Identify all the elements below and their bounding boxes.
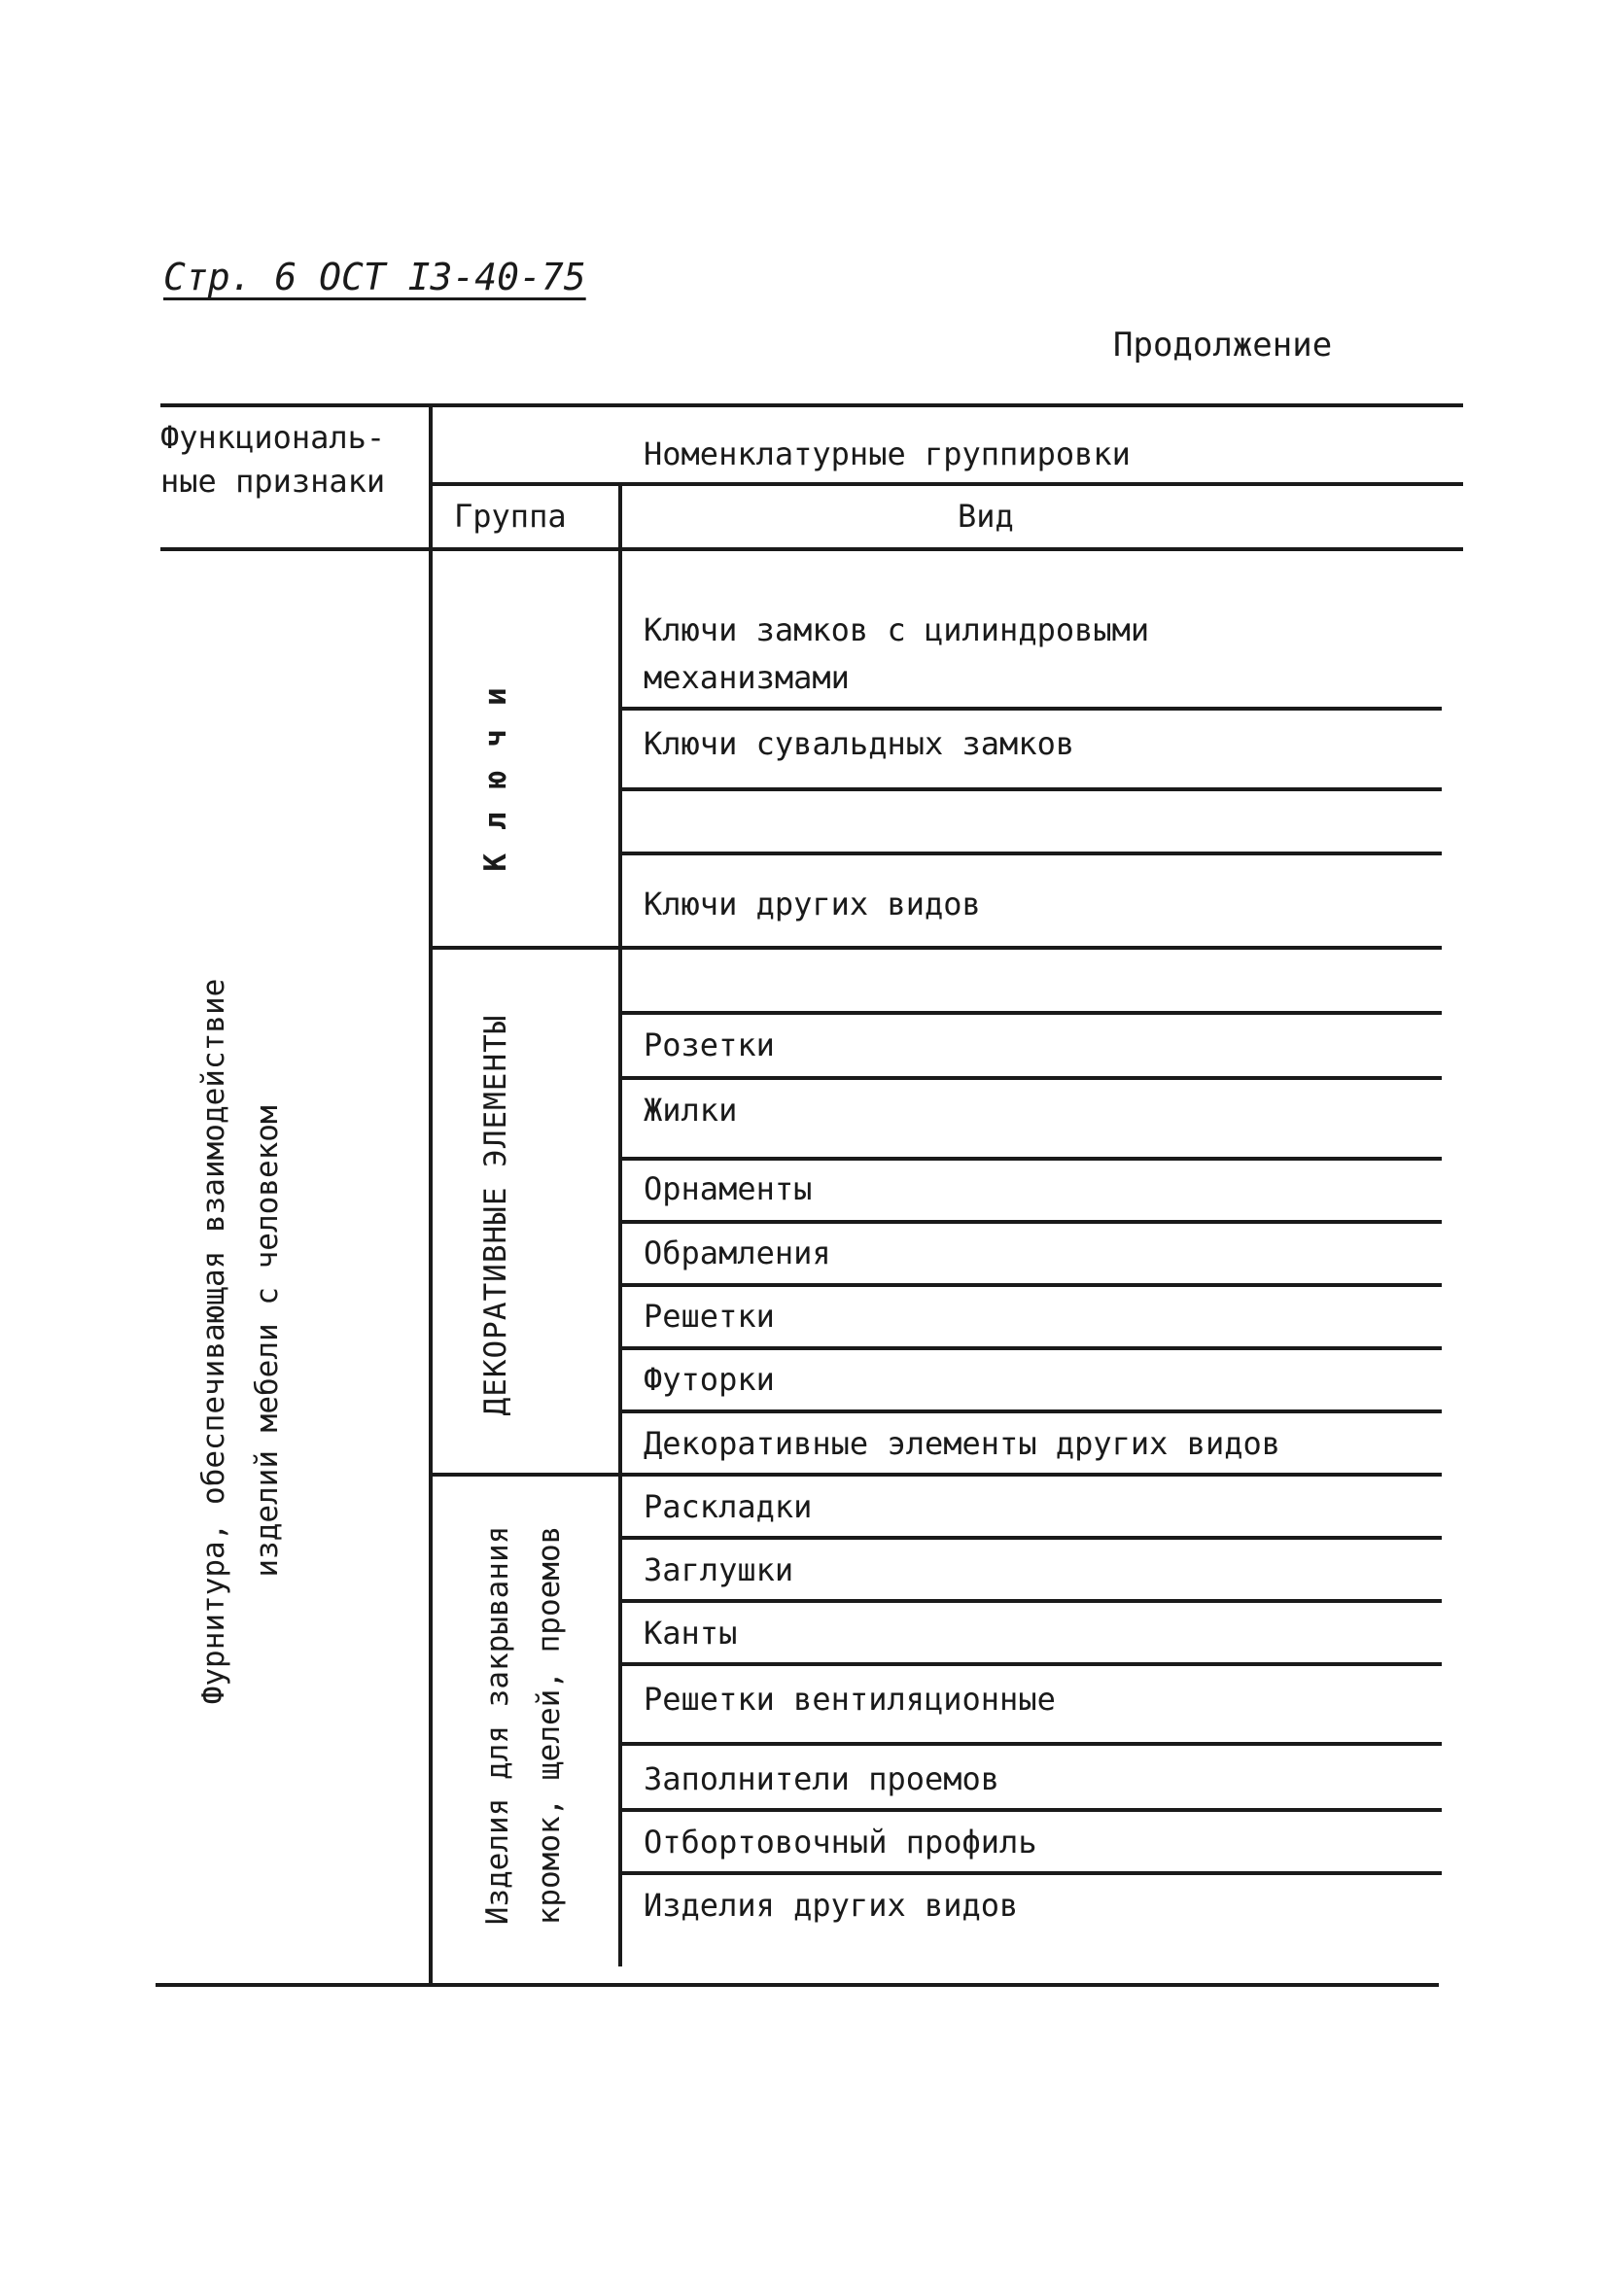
row-rule bbox=[622, 1871, 1442, 1875]
row-rule bbox=[622, 1283, 1442, 1287]
row-rule bbox=[622, 1808, 1442, 1812]
column-rule-group bbox=[618, 484, 622, 1966]
column-rule-functional bbox=[429, 403, 433, 1983]
row-rule bbox=[622, 1742, 1442, 1746]
header-functional-line2: ные признаки bbox=[160, 463, 386, 500]
table-top-rule bbox=[160, 403, 1463, 407]
row-rule bbox=[622, 1011, 1442, 1015]
row-rule bbox=[622, 1409, 1442, 1413]
kind-row: Ключи других видов bbox=[644, 886, 981, 922]
header-bottom-rule bbox=[160, 547, 1463, 551]
header-functional-line1: Функциональ- bbox=[160, 419, 386, 456]
kind-row: Футорки bbox=[644, 1361, 775, 1398]
group-label-decorative: ДЕКОРАТИВНЫЕ ЭЛЕМЕНТЫ bbox=[478, 1014, 513, 1416]
group-label-keys: Ключи bbox=[478, 664, 513, 872]
row-rule bbox=[622, 1076, 1442, 1080]
header-kind: Вид bbox=[958, 498, 1014, 535]
row-rule bbox=[622, 1536, 1442, 1540]
kind-row: Канты bbox=[644, 1615, 738, 1652]
kind-row: Декоративные элементы других видов bbox=[644, 1425, 1281, 1462]
kind-row: Обрамления bbox=[644, 1235, 831, 1271]
kind-row: Заглушки bbox=[644, 1551, 794, 1588]
page-header-title: Стр. 6 ОСТ I3-40-75 bbox=[163, 256, 586, 298]
row-rule bbox=[622, 787, 1442, 791]
row-rule bbox=[622, 1662, 1442, 1666]
functional-label-line1: Фурнитура, обеспечивающая взаимодействие bbox=[196, 978, 231, 1705]
row-rule bbox=[622, 1157, 1442, 1161]
kind-row: Орнаменты bbox=[644, 1170, 813, 1207]
row-rule bbox=[622, 1599, 1442, 1603]
kind-row: Жилки bbox=[644, 1092, 738, 1129]
kind-row: Решетки вентиляционные bbox=[644, 1681, 1056, 1718]
table-bottom-rule bbox=[156, 1983, 1439, 1987]
kind-row: Заполнители проемов bbox=[644, 1760, 1000, 1797]
group-separator-decorative bbox=[431, 1473, 1442, 1477]
row-rule bbox=[622, 1346, 1442, 1350]
group-label-closing-line1: Изделия для закрывания bbox=[480, 1525, 515, 1926]
nomenclature-rule bbox=[431, 482, 1463, 486]
header-nomenclature: Номенклатурные группировки bbox=[644, 435, 1131, 472]
kind-row: механизмами bbox=[644, 659, 850, 696]
kind-row: Отбортовочный профиль bbox=[644, 1824, 1037, 1861]
kind-row: Изделия других видов bbox=[644, 1887, 1019, 1924]
group-label-closing-line2: кромок, щелей, проемов bbox=[532, 1525, 567, 1926]
kind-row: Раскладки bbox=[644, 1488, 813, 1525]
kind-row: Решетки bbox=[644, 1298, 775, 1335]
continuation-label: Продолжение bbox=[1113, 326, 1333, 365]
kind-row: Розетки bbox=[644, 1026, 775, 1063]
functional-label-line2: изделий мебели с человеком bbox=[250, 1105, 285, 1578]
row-rule bbox=[622, 707, 1442, 711]
group-separator-keys bbox=[431, 946, 1442, 950]
row-rule bbox=[622, 852, 1442, 855]
row-rule bbox=[622, 1220, 1442, 1224]
header-group: Группа bbox=[454, 498, 567, 535]
kind-row: Ключи замков с цилиндровыми bbox=[644, 611, 1150, 648]
kind-row: Ключи сувальдных замков bbox=[644, 725, 1075, 762]
